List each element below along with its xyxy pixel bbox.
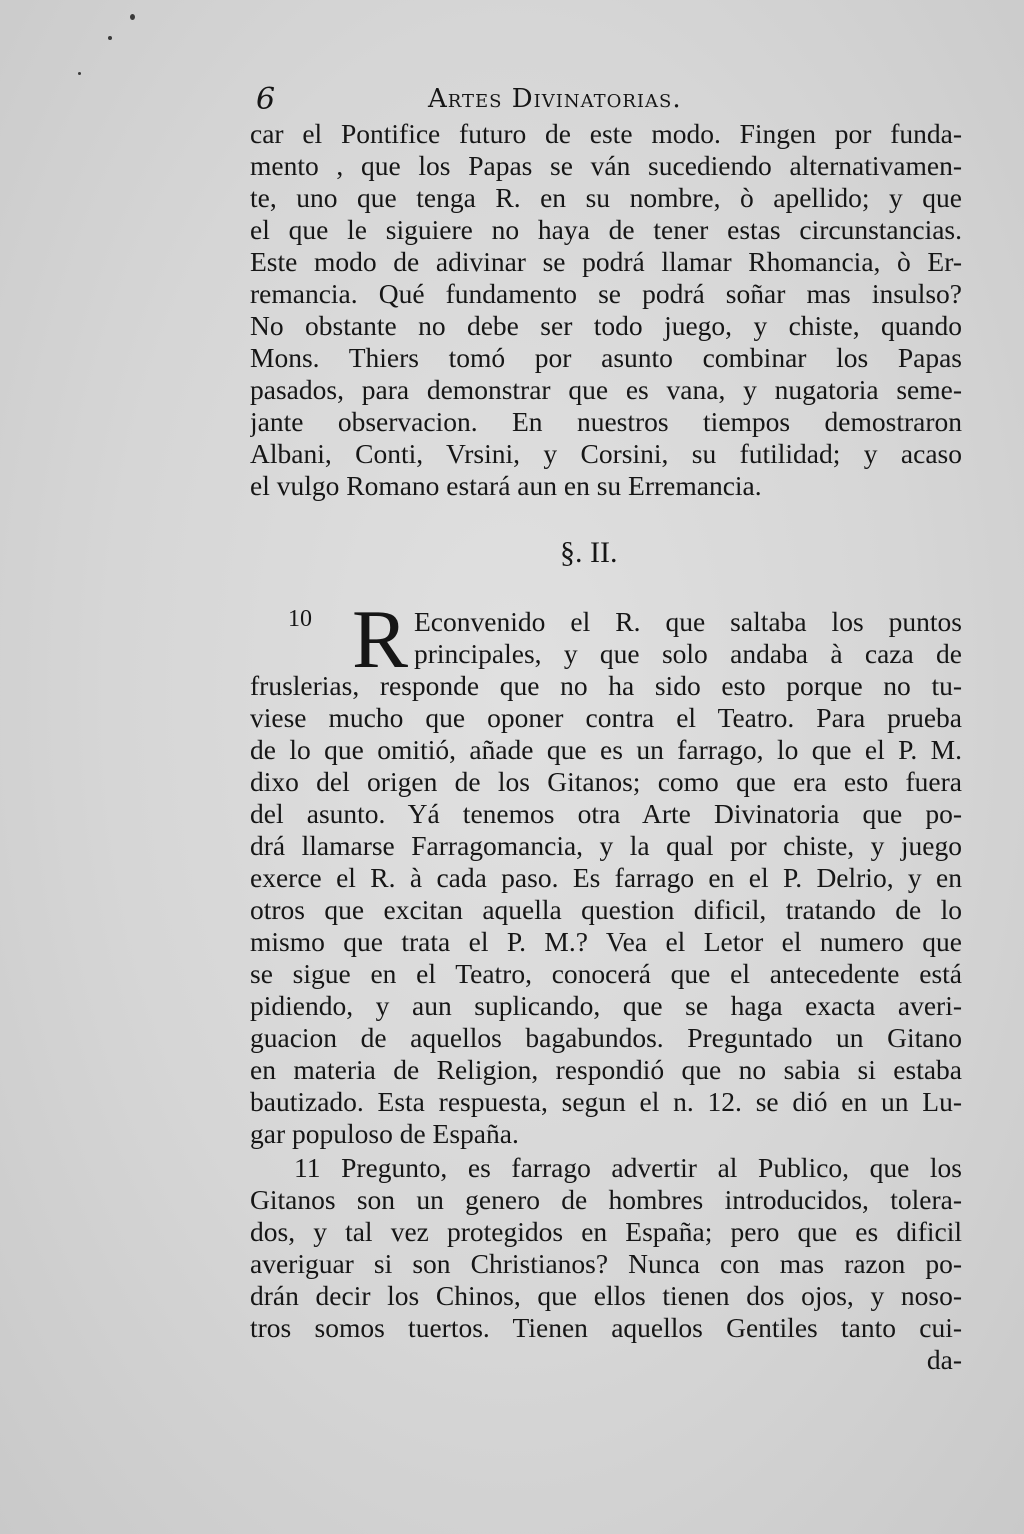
- text-line: en materia de Religion, respondió que no sabia si estaba: [250, 1054, 962, 1085]
- text-line: jante observacion. En nuestros tiempos demostraron: [250, 406, 962, 437]
- text-line: mismo que trata el P. M.? Vea el Letor el numero que: [250, 926, 962, 957]
- text-line: otros que excitan aquella question dificil, tratando de lo: [250, 894, 962, 925]
- catchword: da-: [926, 1344, 962, 1375]
- text-line: averiguar si son Christianos? Nunca con mas razon po-: [250, 1248, 962, 1279]
- text-line: drán decir los Chinos, que ellos tienen dos ojos, y noso-: [250, 1280, 962, 1311]
- text-line: pasados, para demonstrar que es vana, y nugatoria seme-: [250, 374, 962, 405]
- paragraph-number: 10: [288, 606, 312, 632]
- text-line: exerce el R. à cada paso. Es farrago en el P. Delrio, y en: [250, 862, 962, 893]
- text-line: remancia. Qué fundamento se podrá soñar mas insulso?: [250, 278, 962, 309]
- text-line: se sigue en el Teatro, conocerá que el antecedente está: [250, 958, 962, 989]
- ink-speck: [130, 14, 135, 20]
- text-line: mento , que los Papas se ván sucediendo alternativamen-: [250, 150, 962, 181]
- text-line: fruslerias, responde que no ha sido esto porque no tu-: [250, 670, 962, 701]
- text-line: del asunto. Yá tenemos otra Arte Divinatoria que po-: [250, 798, 962, 829]
- page-header: [252, 82, 752, 122]
- text-line: el vulgo Romano estará aun en su Erremancia.: [250, 470, 762, 501]
- text-line: Gitanos son un genero de hombres introducidos, tolera-: [250, 1184, 962, 1215]
- text-line: car el Pontifice futuro de este modo. Fingen por funda-: [250, 118, 962, 149]
- text-line: pidiendo, y aun suplicando, que se haga exacta averi-: [250, 990, 962, 1021]
- text-line: drá llamarse Farragomancia, y la qual por chiste, y juego: [250, 830, 962, 861]
- text-line: el que le siguiere no haya de tener estas circunstancias.: [250, 214, 962, 245]
- text-line: dixo del origen de los Gitanos; como que era esto fuera: [250, 766, 962, 797]
- drop-cap: R: [352, 593, 409, 686]
- section-heading: §. II.: [560, 536, 618, 569]
- text-line: Albani, Conti, Vrsini, y Corsini, su futilidad; y acaso: [250, 438, 962, 469]
- text-line: tros somos tuertos. Tienen aquellos Gentiles tanto cui-: [250, 1312, 962, 1343]
- text-line: principales, y que solo andaba à caza de: [414, 638, 962, 669]
- text-line: Mons. Thiers tomó por asunto combinar los Papas: [250, 342, 962, 373]
- ink-speck: [78, 72, 81, 75]
- text-line: Econvenido el R. que saltaba los puntos: [414, 606, 962, 637]
- paragraph-11: [250, 1152, 962, 1376]
- text-line: gar populoso de España.: [250, 1118, 519, 1149]
- text-line: te, uno que tenga R. en su nombre, ò apellido; y que: [250, 182, 962, 213]
- text-line: guacion de aquellos bagabundos. Preguntado un Gitano: [250, 1022, 962, 1053]
- paragraph-10-opening: [414, 606, 962, 670]
- text-line: Este modo de adivinar se podrá llamar Rhomancia, ò Er-: [250, 246, 962, 277]
- text-line: de lo que omitió, añade que es un farrago, lo que el P. M.: [250, 734, 962, 765]
- paragraph-10-body: [250, 670, 962, 1150]
- running-title: Artes Divinatorias.: [428, 84, 682, 114]
- text-line: dos, y tal vez protegidos en España; pero que es dificil: [250, 1216, 962, 1247]
- page-number: 6: [256, 82, 276, 117]
- text-line: viese mucho que oponer contra el Teatro. Para prueba: [250, 702, 962, 733]
- ink-speck: [108, 36, 112, 40]
- text-line: bautizado. Esta respuesta, segun el n. 12. se dió en un Lu-: [250, 1086, 962, 1117]
- text-line: No obstante no debe ser todo juego, y chiste, quando: [250, 310, 962, 341]
- text-line: 11 Pregunto, es farrago advertir al Publico, que los: [294, 1152, 962, 1183]
- text-block-continuation: [250, 118, 962, 502]
